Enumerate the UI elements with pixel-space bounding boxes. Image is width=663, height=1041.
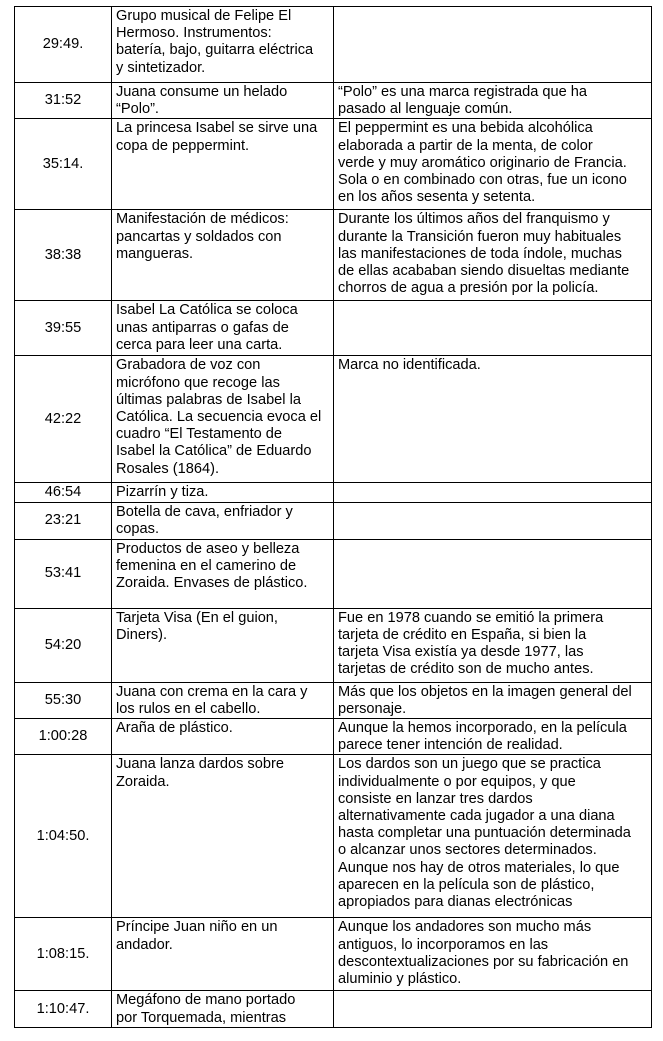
time-cell: 23:21: [15, 502, 112, 539]
table-row: [15, 483, 652, 502]
time-cell: 31:52: [15, 83, 112, 119]
note-cell: Aunque los andadores son mucho más antiguos, lo incorporamos en las descontextualizaciones por su fabricación en aluminio y plástico.: [334, 918, 652, 991]
time-cell: 38:38: [15, 210, 112, 301]
note-cell: [334, 991, 652, 1027]
objects-table: [14, 6, 652, 1028]
table-row: [15, 210, 652, 301]
object-cell: Botella de cava, enfriador y copas.: [112, 502, 334, 539]
time-cell: 1:10:47.: [15, 991, 112, 1027]
object-cell: Productos de aseo y belleza femenina en el camerino de Zoraida. Envases de plástico.: [112, 539, 334, 608]
object-cell: Megáfono de mano portado por Torquemada, mientras: [112, 991, 334, 1027]
table-row: [15, 682, 652, 718]
note-cell: [334, 7, 652, 83]
time-cell: 1:00:28: [15, 719, 112, 755]
table-row: [15, 119, 652, 210]
note-cell: [334, 502, 652, 539]
object-cell: La princesa Isabel se sirve una copa de peppermint.: [112, 119, 334, 210]
time-cell: 42:22: [15, 356, 112, 483]
object-cell: Araña de plástico.: [112, 719, 334, 755]
object-cell: Juana con crema en la cara y los rulos en el cabello.: [112, 682, 334, 718]
time-cell: 55:30: [15, 682, 112, 718]
time-cell: 53:41: [15, 539, 112, 608]
object-cell: Isabel La Católica se coloca unas antiparras o gafas de cerca para leer una carta.: [112, 301, 334, 356]
object-cell: Juana consume un helado “Polo”.: [112, 83, 334, 119]
time-cell: 1:08:15.: [15, 918, 112, 991]
note-cell: [334, 539, 652, 608]
object-cell: Manifestación de médicos: pancartas y soldados con mangueras.: [112, 210, 334, 301]
note-cell: [334, 483, 652, 502]
table-row: [15, 991, 652, 1027]
table-row: [15, 918, 652, 991]
note-cell: Aunque la hemos incorporado, en la película parece tener intención de realidad.: [334, 719, 652, 755]
object-cell: Juana lanza dardos sobre Zoraida.: [112, 755, 334, 918]
time-cell: 54:20: [15, 608, 112, 682]
note-cell: Fue en 1978 cuando se emitió la primera tarjeta de crédito en España, si bien la tarjeta Visa existía ya desde 1977, las tarjetas de crédito son de mucho antes.: [334, 608, 652, 682]
object-cell: Tarjeta Visa (En el guion, Diners).: [112, 608, 334, 682]
table-row: [15, 356, 652, 483]
table-row: [15, 539, 652, 608]
table-row: [15, 83, 652, 119]
table-row: [15, 608, 652, 682]
note-cell: El peppermint es una bebida alcohólica elaborada a partir de la menta, de color verde y muy aromático originario de Francia. Sola o en combinado con otras, fue un icono en los años sesenta y setenta.: [334, 119, 652, 210]
note-cell: Más que los objetos en la imagen general del personaje.: [334, 682, 652, 718]
table-row: [15, 755, 652, 918]
note-cell: Durante los últimos años del franquismo y durante la Transición fueron muy habituales las manifestaciones de toda índole, muchas de ellas acababan siendo disueltas mediante chorros de agua a presión por la policía.: [334, 210, 652, 301]
object-cell: Grabadora de voz con micrófono que recoge las últimas palabras de Isabel la Católica. La secuencia evoca el cuadro “El Testamento de Isabel la Católica” de Eduardo Rosales (1864).: [112, 356, 334, 483]
time-cell: 1:04:50.: [15, 755, 112, 918]
note-cell: [334, 301, 652, 356]
time-cell: 39:55: [15, 301, 112, 356]
table-row: [15, 7, 652, 83]
table-row: [15, 719, 652, 755]
note-cell: “Polo” es una marca registrada que ha pasado al lenguaje común.: [334, 83, 652, 119]
time-cell: 35:14.: [15, 119, 112, 210]
note-cell: Marca no identificada.: [334, 356, 652, 483]
table-row: [15, 301, 652, 356]
note-cell: Los dardos son un juego que se practica individualmente o por equipos, y que consiste en lanzar tres dardos alternativamente cada jugador a una diana hasta completar una puntuación determinada o alcanzar unos sectores determinados. Aunque nos hay de otros materiales, lo que aparecen en la película son de plástico, apropiados para dianas electrónicas: [334, 755, 652, 918]
object-cell: Pizarrín y tiza.: [112, 483, 334, 502]
time-cell: 46:54: [15, 483, 112, 502]
object-cell: Grupo musical de Felipe El Hermoso. Instrumentos: batería, bajo, guitarra eléctrica y sintetizador.: [112, 7, 334, 83]
time-cell: 29:49.: [15, 7, 112, 83]
object-cell: Príncipe Juan niño en un andador.: [112, 918, 334, 991]
table-row: [15, 502, 652, 539]
